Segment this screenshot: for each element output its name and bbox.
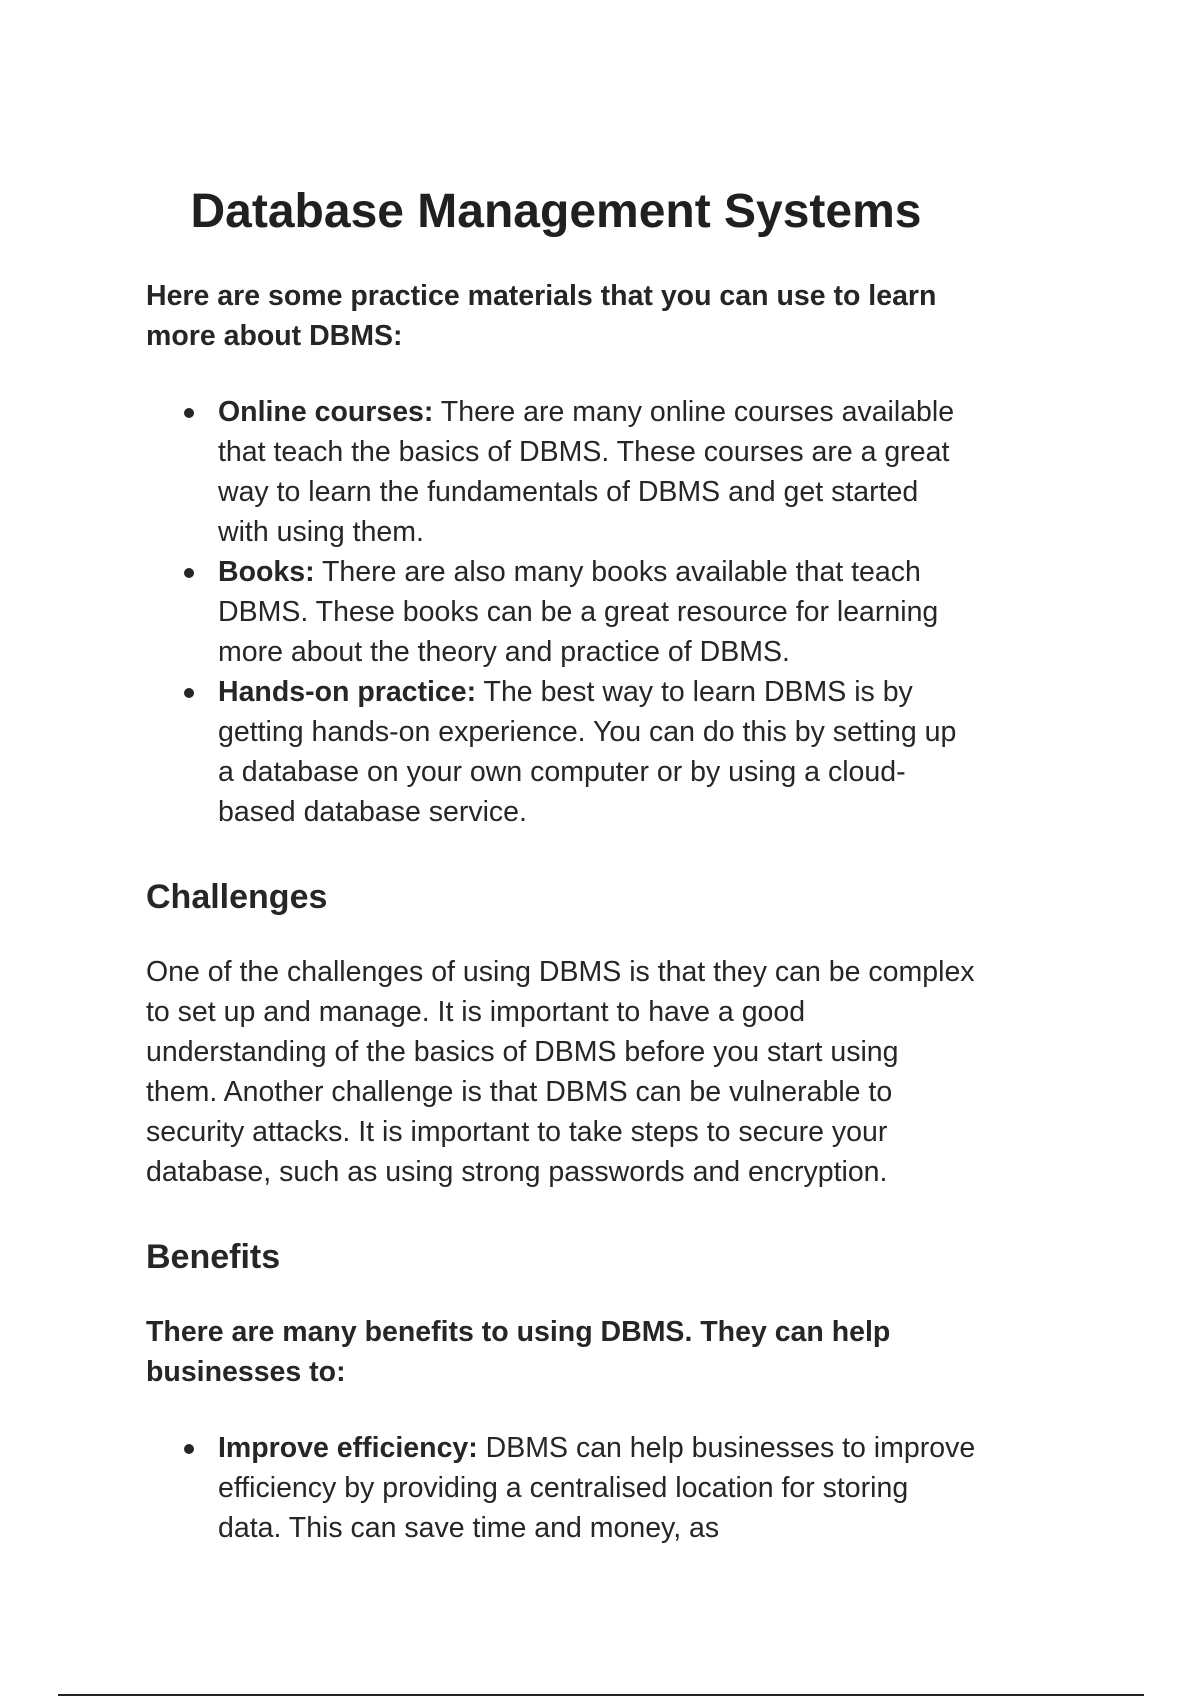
practice-intro: Here are some practice materials that you can use to learn more about DBMS: bbox=[146, 280, 937, 352]
list-item-hands-on-practice bbox=[218, 672, 976, 832]
document-body bbox=[146, 276, 976, 1548]
list-item-books bbox=[218, 552, 976, 672]
list-item-online-courses bbox=[218, 392, 976, 552]
list-item-text: DBMS can help businesses to improve efficiency by providing a centralised location for storing data. This can save time and money, as bbox=[218, 1432, 976, 1544]
list-item-improve-efficiency bbox=[218, 1428, 976, 1548]
list-item-term: Hands-on practice: bbox=[218, 676, 477, 708]
challenges-heading: Challenges bbox=[146, 878, 328, 916]
list-item-text: There are many online courses available that teach the basics of DBMS. These courses are a great way to learn the fundamentals of DBMS and get started with using them. bbox=[218, 396, 955, 548]
list-item-text: There are also many books available that teach DBMS. These books can be a great resource for learning more about the theory and practice of DBMS. bbox=[218, 556, 939, 668]
list-item-term: Online courses: bbox=[218, 396, 434, 428]
list-item-term: Books: bbox=[218, 556, 315, 588]
benefits-list bbox=[146, 1428, 976, 1548]
list-item-text: The best way to learn DBMS is by getting hands-on experience. You can do this by setting up a database on your own computer or by using a cloud-based database service. bbox=[218, 676, 957, 828]
challenges-text: One of the challenges of using DBMS is that they can be complex to set up and manage. It is important to have a good understanding of the basics of DBMS before you start using them. Another challenge is that DBMS can be vulnerable to security attacks. It is important to take steps to secure your database, such as using strong passwords and encryption. bbox=[146, 956, 975, 1188]
page-title: Database Management Systems bbox=[190, 185, 922, 238]
benefits-heading: Benefits bbox=[146, 1238, 281, 1276]
practice-list bbox=[146, 392, 976, 832]
footer-divider bbox=[58, 1694, 1144, 1696]
benefits-intro: There are many benefits to using DBMS. They can help businesses to: bbox=[146, 1316, 891, 1388]
list-item-term: Improve efficiency: bbox=[218, 1432, 478, 1464]
